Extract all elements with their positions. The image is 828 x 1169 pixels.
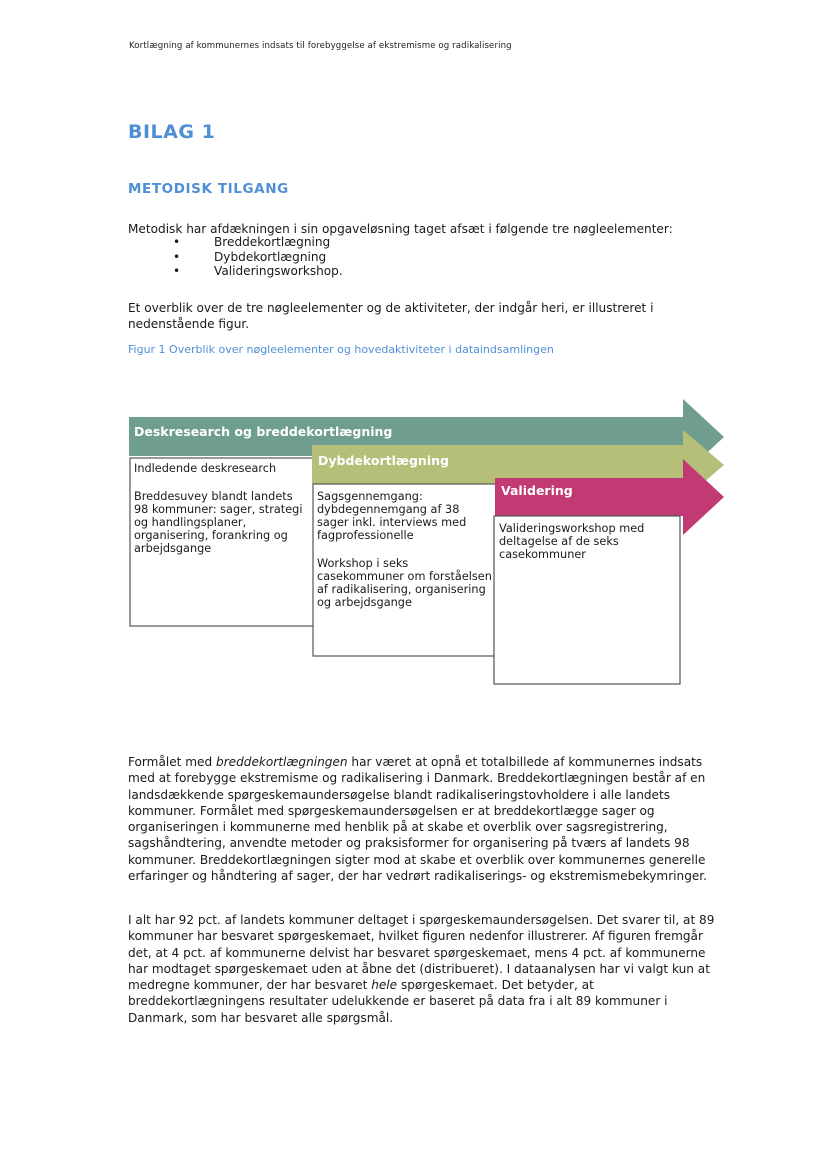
text-run: Formålet med [128,755,217,769]
phase-label-2: Dybdekortlægning [318,453,449,468]
list-item: • Breddekortlægning [173,235,343,250]
phase-2-activities [317,490,493,609]
body-paragraph-1 [128,754,728,884]
phase-3-activities [499,522,671,561]
list-item: • Valideringsworkshop. [173,264,343,279]
phase-label-3: Validering [501,483,573,498]
emphasis: breddekortlægningen [216,755,348,769]
activity-text: Sagsgennemgang: dybdegennemgang af 38 sager inkl. interviews med fagprofessionelle [317,490,467,542]
body-paragraph-2 [128,912,728,1026]
activity-text: Breddesuvey blandt landets 98 kommuner: sager, strategi og handlingsplaner, organisering, forankring og arbejdsgange [134,490,303,555]
phase-label-1: Deskresearch og breddekortlægning [134,424,393,439]
section-title: BILAG 1 [128,121,216,143]
emphasis: hele [371,978,398,993]
activity-text: Valideringsworkshop med deltagelse af de seks casekommuner [499,522,645,561]
intro-text: Metodisk har afdækningen i sin opgaveløsning taget afsæt i følgende tre nøgleelementer: [128,222,673,236]
overview-text: Et overblik over de tre nøgleelementer og de aktiviteter, der indgår heri, er illustreret i nedenstående figur. [128,301,654,332]
text-run: I alt har 92 pct. af landets kommuner deltaget i spørgeskemaundersøgelsen. Det svarer til, at 89 kommuner har besvaret spørgeskemaet, hvilket figuren nedenfor illustrerer. Af figuren fremgår det, at 4 pct. af kommunerne delvist har besvaret spørgeskemaet, mens 4 pct. af kommunerne har modtaget spørgeskemaet uden at åbne det (distribueret). I dataanalysen har vi valgt kun at medregne kommuner, der har besvaret [128,913,715,993]
phase-1-activities [134,462,310,555]
section-subtitle: METODISK TILGANG [128,181,289,197]
text-run: spørgeskemaet. Det betyder, at breddekortlægningens resultater udelukkende er baseret på data fra i alt 89 kommuner i Danmark, som har besvaret alle spørgsmål. [128,978,668,1025]
running-header: Kortlægning af kommunernes indsats til forebyggelse af ekstremisme og radikalisering [129,41,512,51]
activity-text: Indledende deskresearch [134,462,277,475]
activity-text: Workshop i seks casekommuner om forståelsen af radikalisering, organisering og arbejdsgange [317,557,492,609]
figure-caption: Figur 1 Overblik over nøgleelementer og hovedaktiviteter i dataindsamlingen [128,343,554,356]
text-run: har været at opnå et totalbillede af kommunernes indsats med at forebygge ekstremisme og radikalisering i Danmark. Breddekortlægningen består af en landsdækkende spørgeskemaundersøgelse blandt radikaliseringstovholdere i alle landets kommuner. Formålet med spørgeskemaundersøgelsen er at breddekortlægge sager og organiseringen i kommunerne med henblik på at skabe et overblik over sagsregistrering, sagshåndtering, anvendte metoder og praksisformer for organisering på tværs af landets 98 kommuner. Breddekortlægningen sigter mod at skabe et overblik over kommunernes generelle erfaringer og håndtering af sager, der har vedrørt radikaliserings- og ekstremismebekymringer. [128,755,708,884]
list-item: • Dybdekortlægning [173,250,343,265]
